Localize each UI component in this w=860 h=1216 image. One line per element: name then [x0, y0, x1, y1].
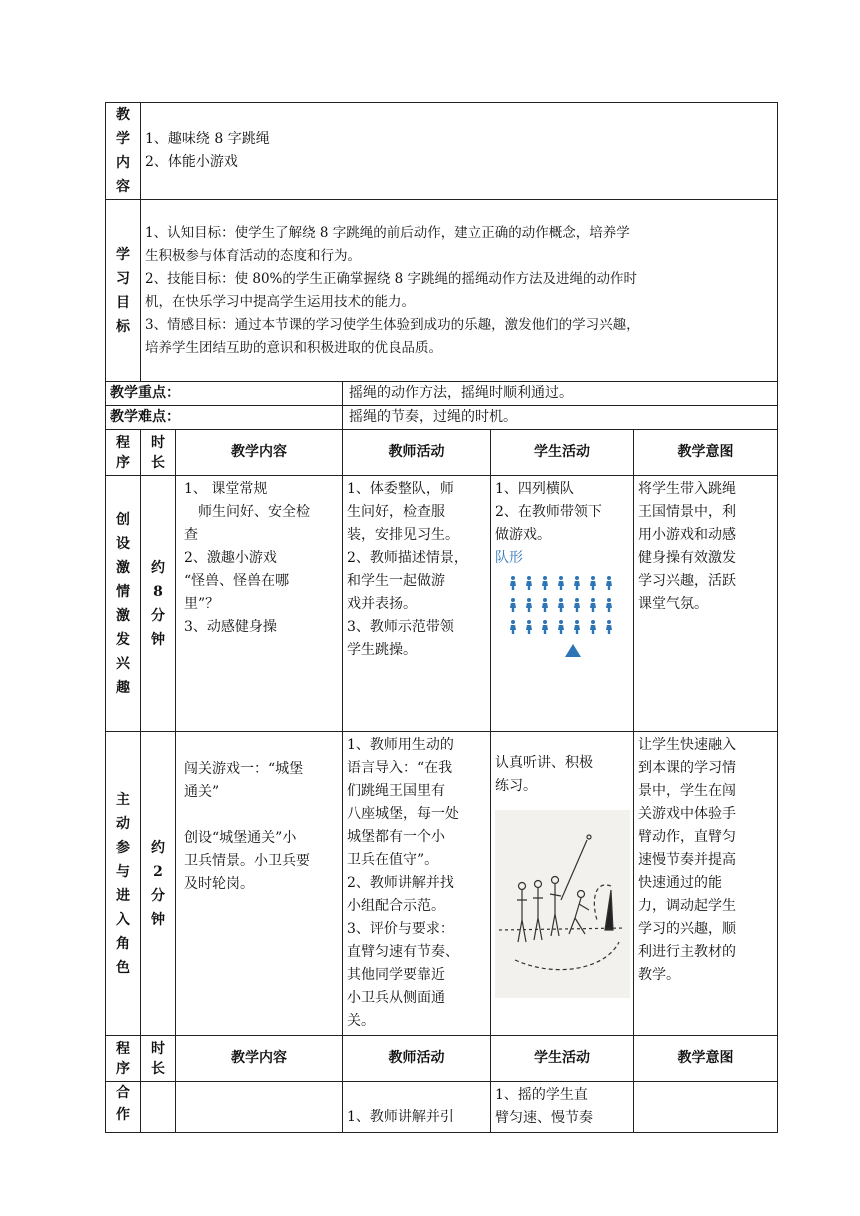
student-icon	[605, 598, 613, 612]
student-icon	[557, 620, 565, 634]
section-cooperation-content	[176, 1082, 343, 1133]
header-intent: 教学意图	[634, 1036, 778, 1082]
section-role-teacher: 1、教师用生动的 语言导入：“在我 们跳绳王国里有 八座城堡，每一处 城堡都有一个小 卫兵在值守”。 2、教师讲解并找 小组配合示范。 3、评价与要求： 直臂匀速有节奏、 其他同学要靠近 小卫兵从侧面通 关。	[343, 732, 491, 1036]
header-teacher: 教师活动	[343, 1036, 491, 1082]
student-icon	[509, 620, 517, 634]
student-icon	[541, 620, 549, 634]
student-icon	[525, 620, 533, 634]
header-content: 教学内容	[176, 1036, 343, 1082]
section-role-intent: 让学生快速融入 到本课的学习情 景中，学生在闯 关游戏中体验手 臂动作，直臂匀 速慢节奏并提高 快速通过的能 力，调动起学生 学习的兴趣，顺 利进行主教材的 教学。	[634, 732, 778, 1036]
key-point-value: 摇绳的动作方法，摇绳时顺利通过。	[343, 382, 778, 406]
student-icon	[573, 576, 581, 590]
section-warmup-teacher: 1、体委整队，师 生问好，检查服 装，安排见习生。 2、教师描述情景， 和学生一起做游 戏并表扬。 3、教师示范带领 学生跳操。	[343, 476, 491, 732]
student-icon	[541, 598, 549, 612]
formation-row	[509, 594, 629, 616]
content-label: 教 学 内 容	[106, 103, 141, 200]
rope-jump-sketch	[495, 810, 630, 998]
section-warmup-duration: 约 8 分 钟	[141, 476, 176, 732]
student-icon	[525, 576, 533, 590]
section-role-student: 认真听讲、积极 练习。	[491, 732, 634, 1036]
lesson-plan-table	[105, 102, 778, 1133]
student-icon	[589, 620, 597, 634]
header-procedure: 程 序	[106, 430, 141, 476]
header-student: 学生活动	[491, 1036, 634, 1082]
section-cooperation-intent	[634, 1082, 778, 1133]
section-role-label: 主 动 参 与 进 入 角 色	[106, 732, 141, 1036]
section-warmup-intent: 将学生带入跳绳 王国情景中，利 用小游戏和动感 健身操有效激发 学习兴趣，活跃 课堂气氛。	[634, 476, 778, 732]
header-content: 教学内容	[176, 430, 343, 476]
student-icon	[557, 598, 565, 612]
student-icon	[557, 576, 565, 590]
difficulty-value: 摇绳的节奏，过绳的时机。	[343, 406, 778, 430]
header-duration: 时 长	[141, 1036, 176, 1082]
header-duration: 时 长	[141, 430, 176, 476]
student-icon	[573, 598, 581, 612]
table-header-row	[106, 1036, 778, 1082]
header-intent: 教学意图	[634, 430, 778, 476]
section-cooperation-label: 合 作	[106, 1082, 141, 1133]
student-icon	[573, 620, 581, 634]
section-cooperation-student: 1、摇的学生直 臂匀速、慢节奏	[491, 1082, 634, 1133]
section-warmup-student: 1、四列横队 2、在教师带领下 做游戏。 队形	[491, 476, 634, 732]
header-teacher: 教师活动	[343, 430, 491, 476]
student-icon	[589, 576, 597, 590]
section-cooperation-duration	[141, 1082, 176, 1133]
section-warmup-row	[106, 476, 778, 732]
section-warmup-content: 1、 课堂常规 师生问好、安全检 查 2、激趣小游戏 “怪兽、怪兽在哪 里”？ 3、动感健身操	[176, 476, 343, 732]
student-icon	[541, 576, 549, 590]
header-student: 学生活动	[491, 430, 634, 476]
goals-text: 1、认知目标：使学生了解绕 8 字跳绳的前后动作，建立正确的动作概念，培养学 生积极参与体育活动的态度和行为。 2、技能目标：使 80%的学生正确掌握绕 8 字跳绳的摇绳动作方法及进绳的动作时 机，在快乐学习中提高学生运用技术的能力。 3、情感目标：通过本节课的学习使学生体验到成功的乐趣，激发他们的学习兴趣， 培养学生团结互助的意识和积极进取的优良品质。	[141, 200, 778, 382]
formation-row	[509, 616, 629, 638]
student-icon	[509, 576, 517, 590]
student-icon	[605, 576, 613, 590]
section-role-content: 闯关游戏一：“城堡 通关” 创设“城堡通关”小 卫兵情景。小卫兵要 及时轮岗。	[176, 732, 343, 1036]
header-procedure: 程 序	[106, 1036, 141, 1082]
formation-label: 队形	[495, 550, 523, 566]
section-warmup-label: 创 设 激 情 激 发 兴 趣	[106, 476, 141, 732]
section-role-duration: 约 2 分 钟	[141, 732, 176, 1036]
student-icon	[605, 620, 613, 634]
formation-diagram	[509, 572, 629, 657]
table-header-row	[106, 430, 778, 476]
student-icon	[525, 598, 533, 612]
section-role-row	[106, 732, 778, 1036]
key-point-row	[106, 382, 778, 406]
key-point-label: 教学重点：	[106, 382, 343, 406]
difficulty-row	[106, 406, 778, 430]
student-icon	[509, 598, 517, 612]
section-cooperation-teacher: 1、教师讲解并引	[343, 1082, 491, 1133]
student-icon	[589, 598, 597, 612]
content-row	[106, 103, 778, 200]
teacher-triangle-icon	[565, 644, 581, 657]
goals-row	[106, 200, 778, 382]
section-cooperation-row	[106, 1082, 778, 1133]
goals-label: 学 习 目 标	[106, 200, 141, 382]
rope-jump-illustration	[495, 810, 630, 998]
difficulty-label: 教学难点：	[106, 406, 343, 430]
formation-row	[509, 572, 629, 594]
content-text: 1、趣味绕 8 字跳绳 2、体能小游戏	[141, 103, 778, 200]
